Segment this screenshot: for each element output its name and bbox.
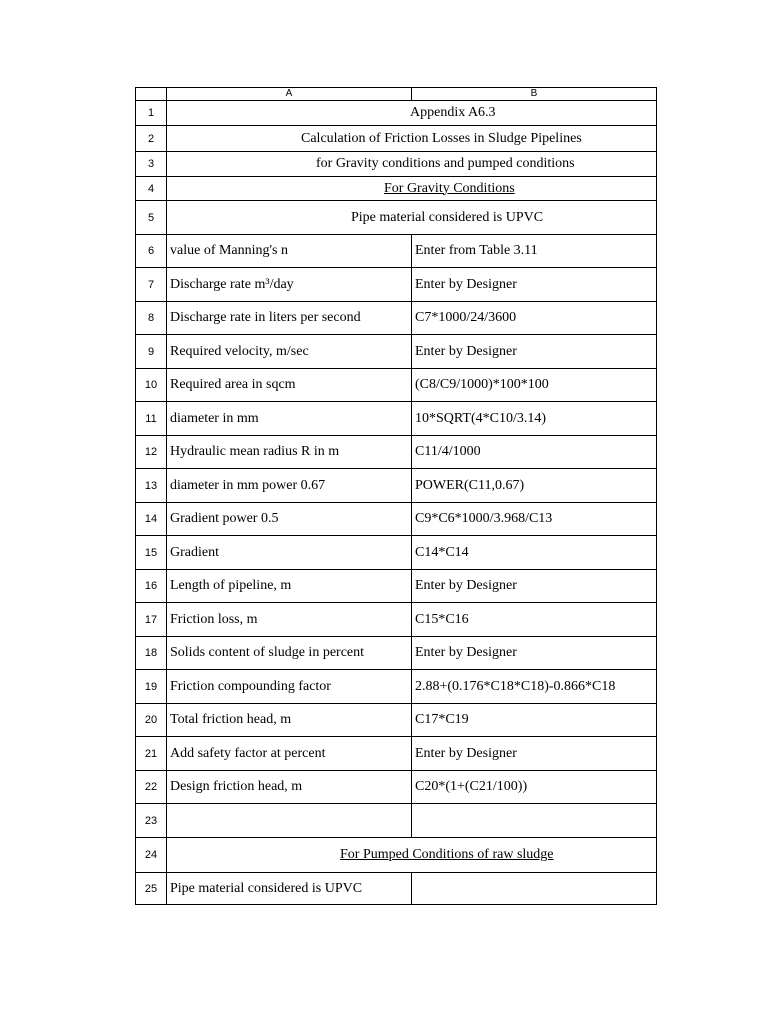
row-number[interactable]: 23 — [136, 804, 167, 838]
cell-b[interactable]: C11/4/1000 — [412, 436, 657, 469]
table-row — [136, 126, 657, 152]
table-row — [136, 436, 657, 469]
row-number[interactable]: 16 — [136, 570, 167, 603]
row-number[interactable]: 21 — [136, 737, 167, 771]
cell-a[interactable] — [167, 804, 412, 838]
cell-b[interactable]: 2.88+(0.176*C18*C18)-0.866*C18 — [412, 670, 657, 704]
cell-a[interactable]: Add safety factor at percent — [167, 737, 412, 771]
row-number[interactable]: 14 — [136, 503, 167, 536]
merged-cell[interactable] — [167, 838, 657, 873]
merged-cell-text: Calculation of Friction Losses in Sludge Pipelines — [301, 130, 582, 146]
table-row — [136, 737, 657, 771]
cell-b[interactable]: Enter by Designer — [412, 737, 657, 771]
row-number[interactable]: 5 — [136, 201, 167, 235]
row-number[interactable]: 2 — [136, 126, 167, 152]
merged-cell-text: For Gravity Conditions — [384, 180, 515, 196]
row-number[interactable]: 4 — [136, 177, 167, 201]
table-row — [136, 235, 657, 268]
cell-b[interactable]: Enter by Designer — [412, 637, 657, 670]
table-row — [136, 369, 657, 402]
cell-b[interactable]: C17*C19 — [412, 704, 657, 737]
cell-b[interactable]: Enter from Table 3.11 — [412, 235, 657, 268]
cell-b[interactable]: C14*C14 — [412, 536, 657, 570]
table-row — [136, 570, 657, 603]
cell-b[interactable]: C20*(1+(C21/100)) — [412, 771, 657, 804]
row-number[interactable]: 13 — [136, 469, 167, 503]
table-row — [136, 873, 657, 905]
table-row — [136, 469, 657, 503]
column-header-b[interactable]: B — [412, 88, 657, 101]
cell-a[interactable]: Gradient — [167, 536, 412, 570]
cell-b[interactable] — [412, 804, 657, 838]
cell-b[interactable]: Enter by Designer — [412, 268, 657, 302]
cell-a[interactable]: Length of pipeline, m — [167, 570, 412, 603]
table-row — [136, 603, 657, 637]
merged-cell[interactable] — [167, 201, 657, 235]
merged-cell[interactable] — [167, 177, 657, 201]
row-number[interactable]: 11 — [136, 402, 167, 436]
cell-b[interactable]: (C8/C9/1000)*100*100 — [412, 369, 657, 402]
merged-cell-text: for Gravity conditions and pumped conditions — [316, 156, 575, 171]
table-row — [136, 637, 657, 670]
cell-b[interactable]: C7*1000/24/3600 — [412, 302, 657, 335]
corner-cell[interactable] — [136, 88, 167, 101]
cell-b[interactable] — [412, 873, 657, 905]
cell-a[interactable]: diameter in mm power 0.67 — [167, 469, 412, 503]
cell-a[interactable]: Gradient power 0.5 — [167, 503, 412, 536]
table-row — [136, 302, 657, 335]
cell-a[interactable]: Friction loss, m — [167, 603, 412, 637]
cell-a[interactable]: Pipe material considered is UPVC — [167, 873, 412, 905]
row-number[interactable]: 19 — [136, 670, 167, 704]
table-row — [136, 503, 657, 536]
row-number[interactable]: 6 — [136, 235, 167, 268]
row-number[interactable]: 10 — [136, 369, 167, 402]
table-row — [136, 335, 657, 369]
row-number[interactable]: 15 — [136, 536, 167, 570]
row-number[interactable]: 8 — [136, 302, 167, 335]
merged-cell[interactable] — [167, 152, 657, 177]
cell-a[interactable]: Required velocity, m/sec — [167, 335, 412, 369]
row-number[interactable]: 9 — [136, 335, 167, 369]
row-number[interactable]: 12 — [136, 436, 167, 469]
row-number[interactable]: 7 — [136, 268, 167, 302]
merged-cell[interactable] — [167, 101, 657, 126]
cell-b[interactable]: POWER(C11,0.67) — [412, 469, 657, 503]
cell-a[interactable]: Hydraulic mean radius R in m — [167, 436, 412, 469]
row-number[interactable]: 17 — [136, 603, 167, 637]
table-row — [136, 670, 657, 704]
merged-cell-text: For Pumped Conditions of raw sludge — [340, 847, 554, 862]
spreadsheet-body — [136, 88, 657, 905]
cell-a[interactable]: Total friction head, m — [167, 704, 412, 737]
column-header-a[interactable]: A — [167, 88, 412, 101]
row-number[interactable]: 22 — [136, 771, 167, 804]
table-row — [136, 402, 657, 436]
table-row — [136, 268, 657, 302]
table-row — [136, 201, 657, 235]
cell-a[interactable]: value of Manning's n — [167, 235, 412, 268]
cell-a[interactable]: Design friction head, m — [167, 771, 412, 804]
cell-b[interactable]: Enter by Designer — [412, 335, 657, 369]
cell-a[interactable]: diameter in mm — [167, 402, 412, 436]
cell-b[interactable]: 10*SQRT(4*C10/3.14) — [412, 402, 657, 436]
cell-b[interactable]: C9*C6*1000/3.968/C13 — [412, 503, 657, 536]
cell-a[interactable]: Discharge rate m³/day — [167, 268, 412, 302]
row-number[interactable]: 1 — [136, 101, 167, 126]
table-row — [136, 771, 657, 804]
cell-b[interactable]: C15*C16 — [412, 603, 657, 637]
column-header-row — [136, 88, 657, 101]
table-row — [136, 704, 657, 737]
table-row — [136, 101, 657, 126]
cell-a[interactable]: Required area in sqcm — [167, 369, 412, 402]
cell-a[interactable]: Solids content of sludge in percent — [167, 637, 412, 670]
table-row — [136, 536, 657, 570]
table-row — [136, 152, 657, 177]
row-number[interactable]: 24 — [136, 838, 167, 873]
cell-a[interactable]: Friction compounding factor — [167, 670, 412, 704]
row-number[interactable]: 25 — [136, 873, 167, 905]
table-row — [136, 804, 657, 838]
row-number[interactable]: 18 — [136, 637, 167, 670]
spreadsheet-table — [135, 87, 657, 905]
row-number[interactable]: 20 — [136, 704, 167, 737]
merged-cell[interactable] — [167, 126, 657, 152]
row-number[interactable]: 3 — [136, 152, 167, 177]
merged-cell-text: Appendix A6.3 — [410, 105, 496, 120]
merged-cell-text: Pipe material considered is UPVC — [351, 209, 544, 225]
table-row — [136, 177, 657, 201]
cell-a[interactable]: Discharge rate in liters per second — [167, 302, 412, 335]
table-row — [136, 838, 657, 873]
cell-b[interactable]: Enter by Designer — [412, 570, 657, 603]
